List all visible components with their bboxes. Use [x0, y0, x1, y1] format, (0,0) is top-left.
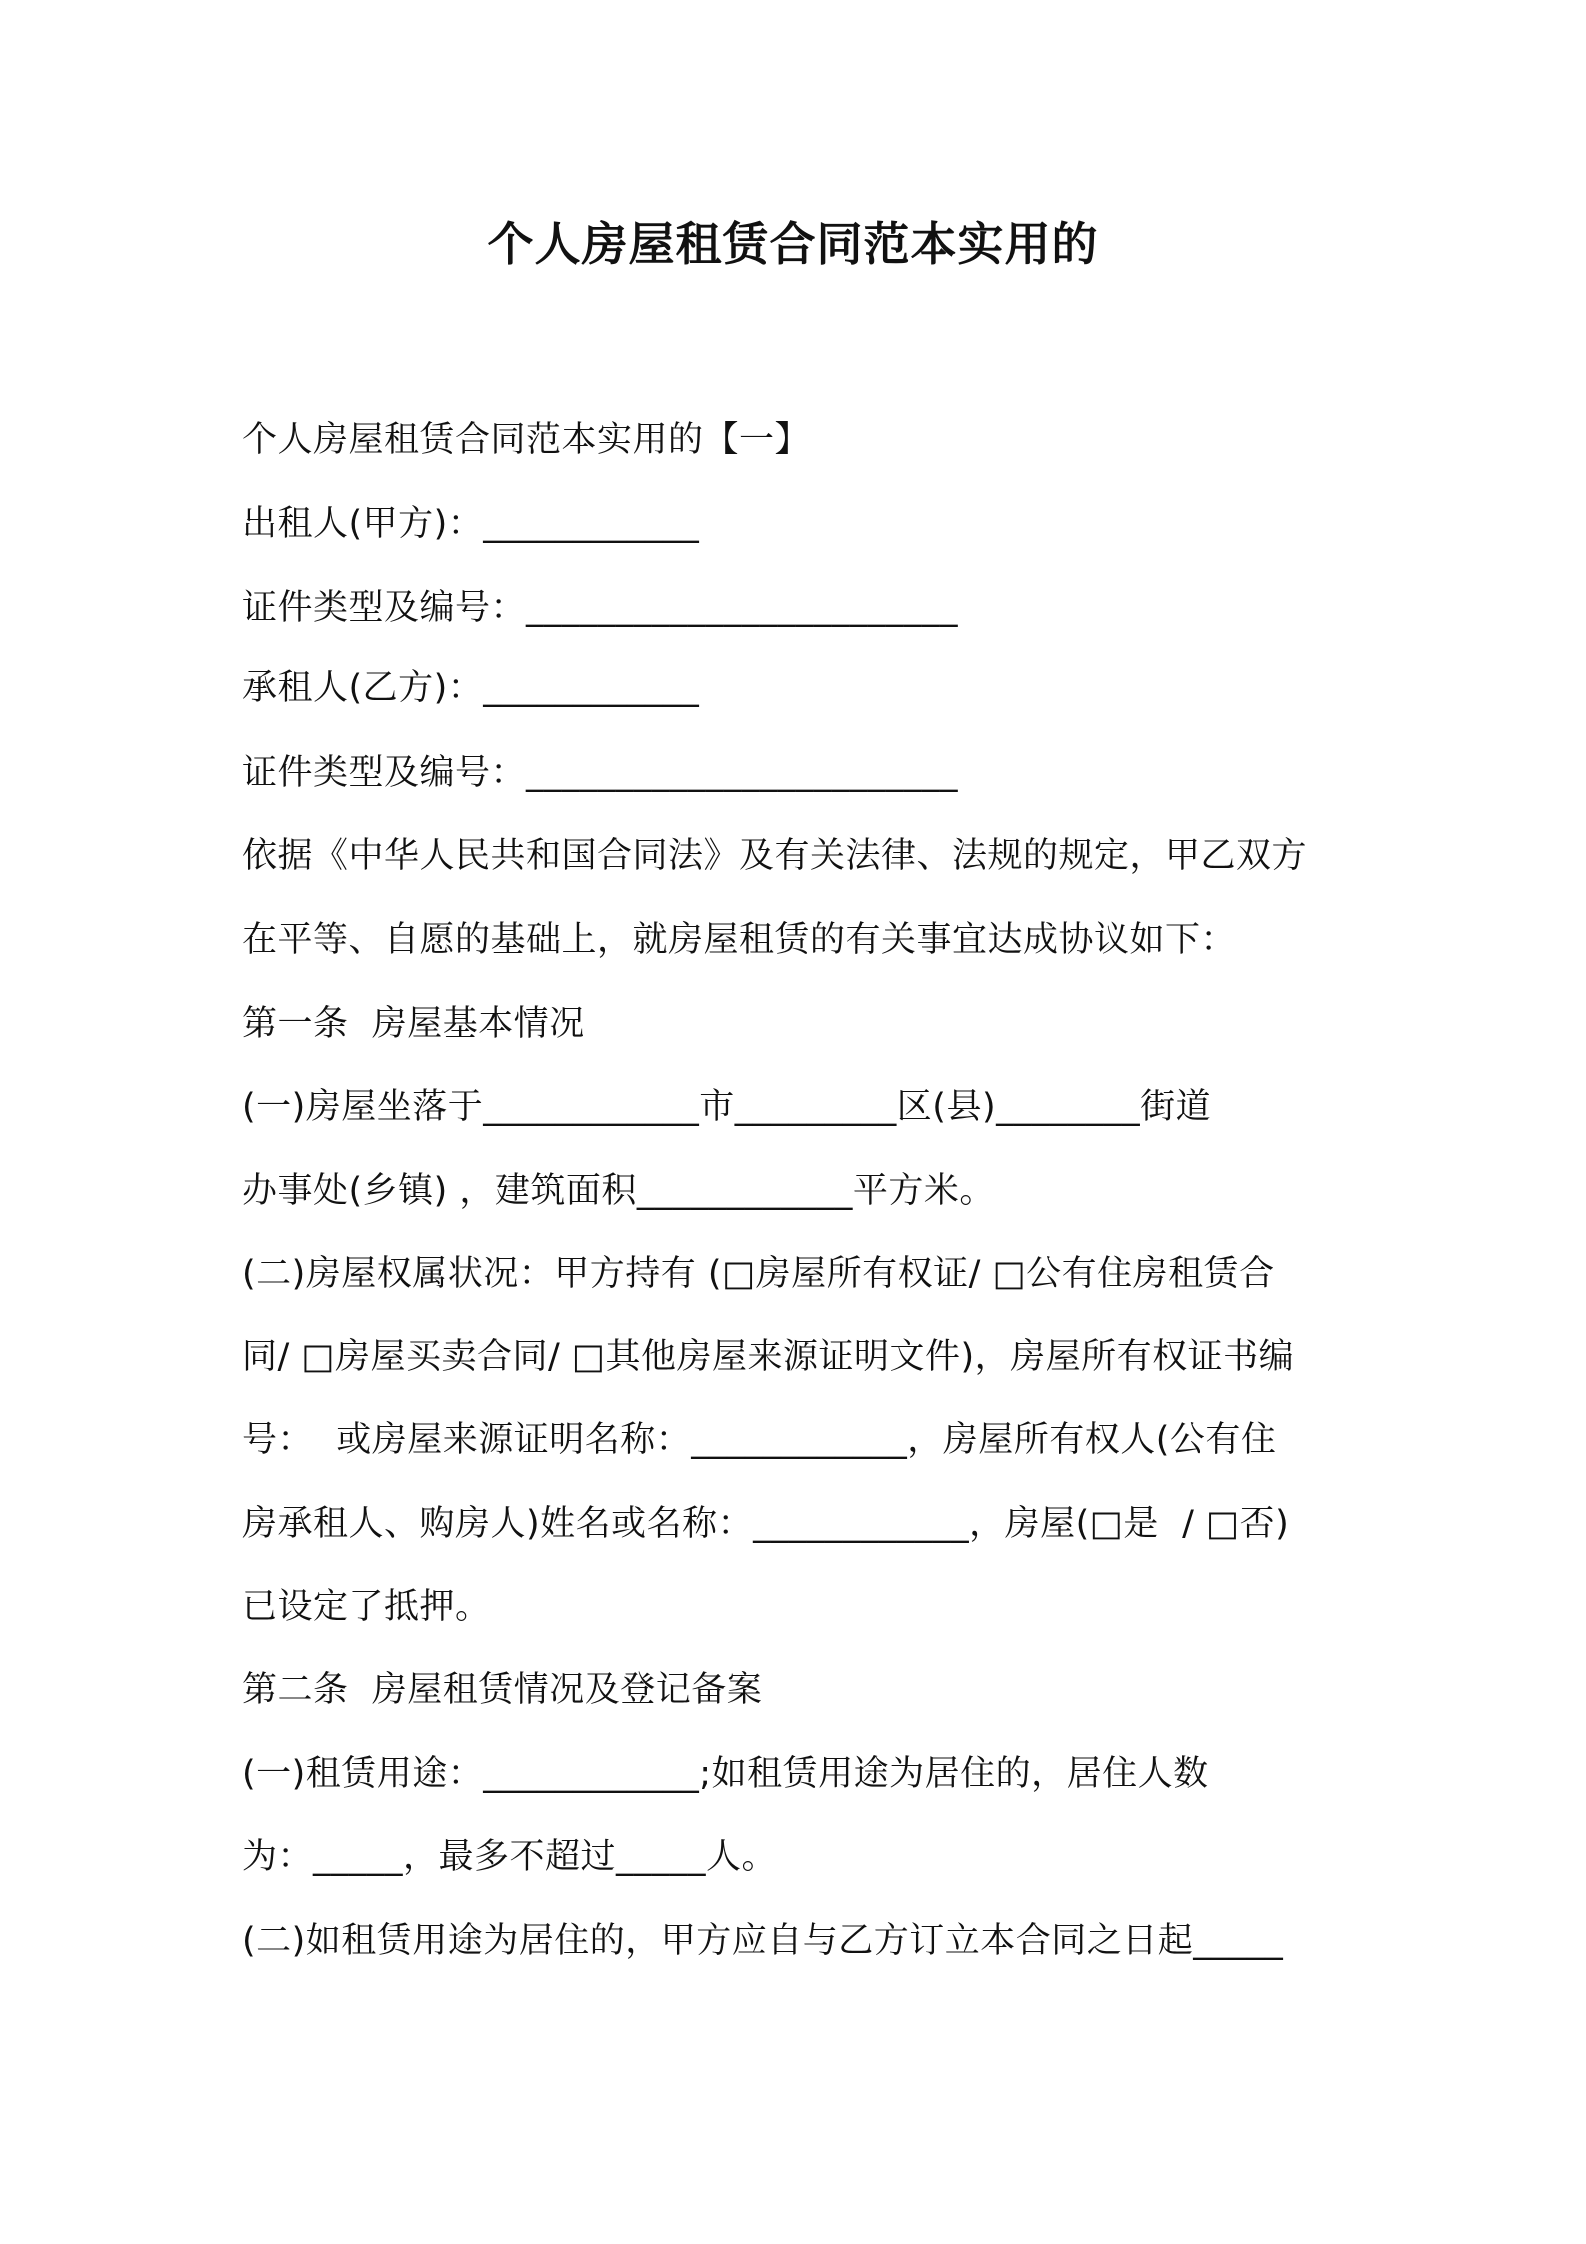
- article-1-item-2-line-1: (二)房屋权属状况：甲方持有 (□房屋所有权证/ □公有住房租赁合: [242, 1254, 1275, 1294]
- article-2-item-1-line-2: 为：_____，最多不超过_____人。: [242, 1837, 778, 1877]
- article-1-item-1-line-2: 办事处(乡镇) ，建筑面积____________平方米。: [242, 1171, 995, 1211]
- article-1-item-2-line-5: 已设定了抵押。: [242, 1587, 491, 1627]
- article-1-item-2-line-4: 房承租人、购房人)姓名或名称：____________，房屋(□是 / □否): [242, 1504, 1290, 1544]
- lessor-id-field: 证件类型及编号：________________________: [242, 588, 959, 628]
- lessor-field: 出租人(甲方)：____________: [242, 504, 700, 544]
- article-2-item-2-line-1: (二)如租赁用途为居住的，甲方应自与乙方订立本合同之日起_____: [242, 1921, 1284, 1961]
- preamble-line-2: 在平等、自愿的基础上，就房屋租赁的有关事宜达成协议如下：: [242, 920, 1237, 960]
- preamble-line-1: 依据《中华人民共和国合同法》及有关法律、法规的规定，甲乙双方: [242, 836, 1308, 876]
- document-title: 个人房屋租赁合同范本实用的: [487, 217, 1099, 271]
- article-1-item-2-line-3: 号： 或房屋来源证明名称：____________，房屋所有权人(公有住: [242, 1420, 1277, 1460]
- article-2-heading: 第二条 房屋租赁情况及登记备案: [242, 1670, 763, 1710]
- article-2-item-1-line-1: (一)租赁用途：____________;如租赁用途为居住的，居住人数: [242, 1754, 1209, 1794]
- lessee-field: 承租人(乙方)：____________: [242, 668, 700, 708]
- article-1-item-1-line-1: (一)房屋坐落于____________市_________区(县)________街道: [242, 1087, 1212, 1127]
- article-1-item-2-line-2: 同/ □房屋买卖合同/ □其他房屋来源证明文件)，房屋所有权证书编: [242, 1337, 1295, 1377]
- section-heading: 个人房屋租赁合同范本实用的【一】: [242, 420, 811, 460]
- lessee-id-field: 证件类型及编号：________________________: [242, 753, 959, 793]
- article-1-heading: 第一条 房屋基本情况: [242, 1004, 585, 1044]
